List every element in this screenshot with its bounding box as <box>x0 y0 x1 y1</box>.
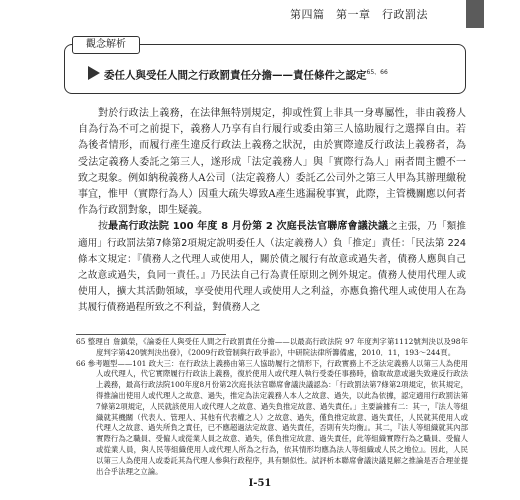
concept-title <box>104 64 444 82</box>
p2-prefix: 按 <box>98 221 109 233</box>
footnote-65: 65 整理自 詹鎮榮，《論委任人與受任人間之行政罰責任分擔——以最高行政法院 97 年度判字第1112號判決以及98年度判字第420號判決出發》，《2009行政管制與行政爭訟》，中研院法律所籌備處，2010．11，193～244頁。 <box>76 337 468 357</box>
footnote-divider <box>76 334 226 335</box>
concept-title-footnote-refs: 65、66 <box>366 69 388 76</box>
concept-badge: 觀念解析 <box>72 36 140 54</box>
p2-resolution-name: 最高行政法院 100 年度 8 月份第 2 次庭長法官聯席會議決議 <box>108 221 389 233</box>
p2-rest: 之主張，乃「類推適用」行政罰法第7條第2項規定說明委任人（法定義務人）負「推定」責任：「民法第 224 條本文規定：『債務人之代理人或使用人，關於債之履行有故意或過失者，債務人應與自己之故意或過失，負同一責任。』乃民法自己行為責任原則之例外規定。債務人使用代理人或使用人，擴大其活動領域，享受使用代理人或使用人之利益，亦應負擔代理人或使用人在為其履行債務過程所致之不利益，對債務人之 <box>78 221 467 314</box>
arrow-icon <box>88 66 100 80</box>
footnotes <box>76 337 468 477</box>
concept-title-text: 委任人與受任人間之行政罰責任分擔——責任條件之認定 <box>104 69 367 82</box>
footnote-66: 66 參考題型——101 政大三：在行政法上義務由第三人協助履行之情形下，行政實務上不乏法定義務人以第三人為使用人或代理人，代它實際履行行政法上義務，復於使用人或代理人執行受委任事務時，偷取故意或過失致違反行政法上義務，最高行政法院100年度8月份第2次庭長法官聯席會議決議認為：「行政罰法第7條第2項規定，依其規定，得推論出使用人或代理人之故意、過失，推定為法定義務人本人之故意、過失，以此為依據，認定適用行政罰法第7條第2項規定，人民就該使用人或代理人之故意、過失負推定故意、過失責任。」主要論據有二：其一，『法人等組織就其機關（代表人、管理人、其他有代表權之人）之故意、過失，僅負推定故意、過失責任，人民就其使用人或代理人之故意、過失所負之責任，已不應超過法定故意、過失責任，否則有失均衡』。其二，『法人等組織就其內部實際行為之職員、受僱人或從業人員之故意、過失，係負推定故意、過失責任，此等組織實際行為之職員、受僱人或從業人員，與人民等組織使用人或代理人所為之行為，依其情形均應為法人等組織或人民之地位』。因此，人民以第三人為使用人或委託其為代理人參與行政程序，具有類似性。試評析本聯席會議決議見解之推論是否合理並提出合乎法理之立論。 <box>76 358 468 476</box>
body-paragraph-1: 對於行政法上義務，在法律無特別規定，抑或性質上非具一身專屬性，非由義務人自為行為不可之前提下，義務人乃享有自行履行或委由第三人協助履行之選擇自由。若為後者情形，而履行產生違反行政法上義務之狀況，由於實際違反行政法上義務者，為受法定義務人委託之第三人，遂形成「法定義務人」與「實際行為人」兩者間主體不一致之現象。例如納稅義務人A公司（法定義務人）委託乙公司外之第三人甲為其辦理繳稅事宜，惟甲（實際行為人）因重大疏失導致A產生逃漏稅事實，此際，主管機關應以何者作為行政罰對象，即生疑義。 <box>78 108 466 217</box>
chapter-thumb-tab <box>466 0 484 28</box>
page-number: I-51 <box>248 478 272 489</box>
running-head: 第四篇 第一章 行政罰法 <box>290 8 428 21</box>
body-text <box>78 106 466 317</box>
body-paragraph-2 <box>78 219 466 316</box>
